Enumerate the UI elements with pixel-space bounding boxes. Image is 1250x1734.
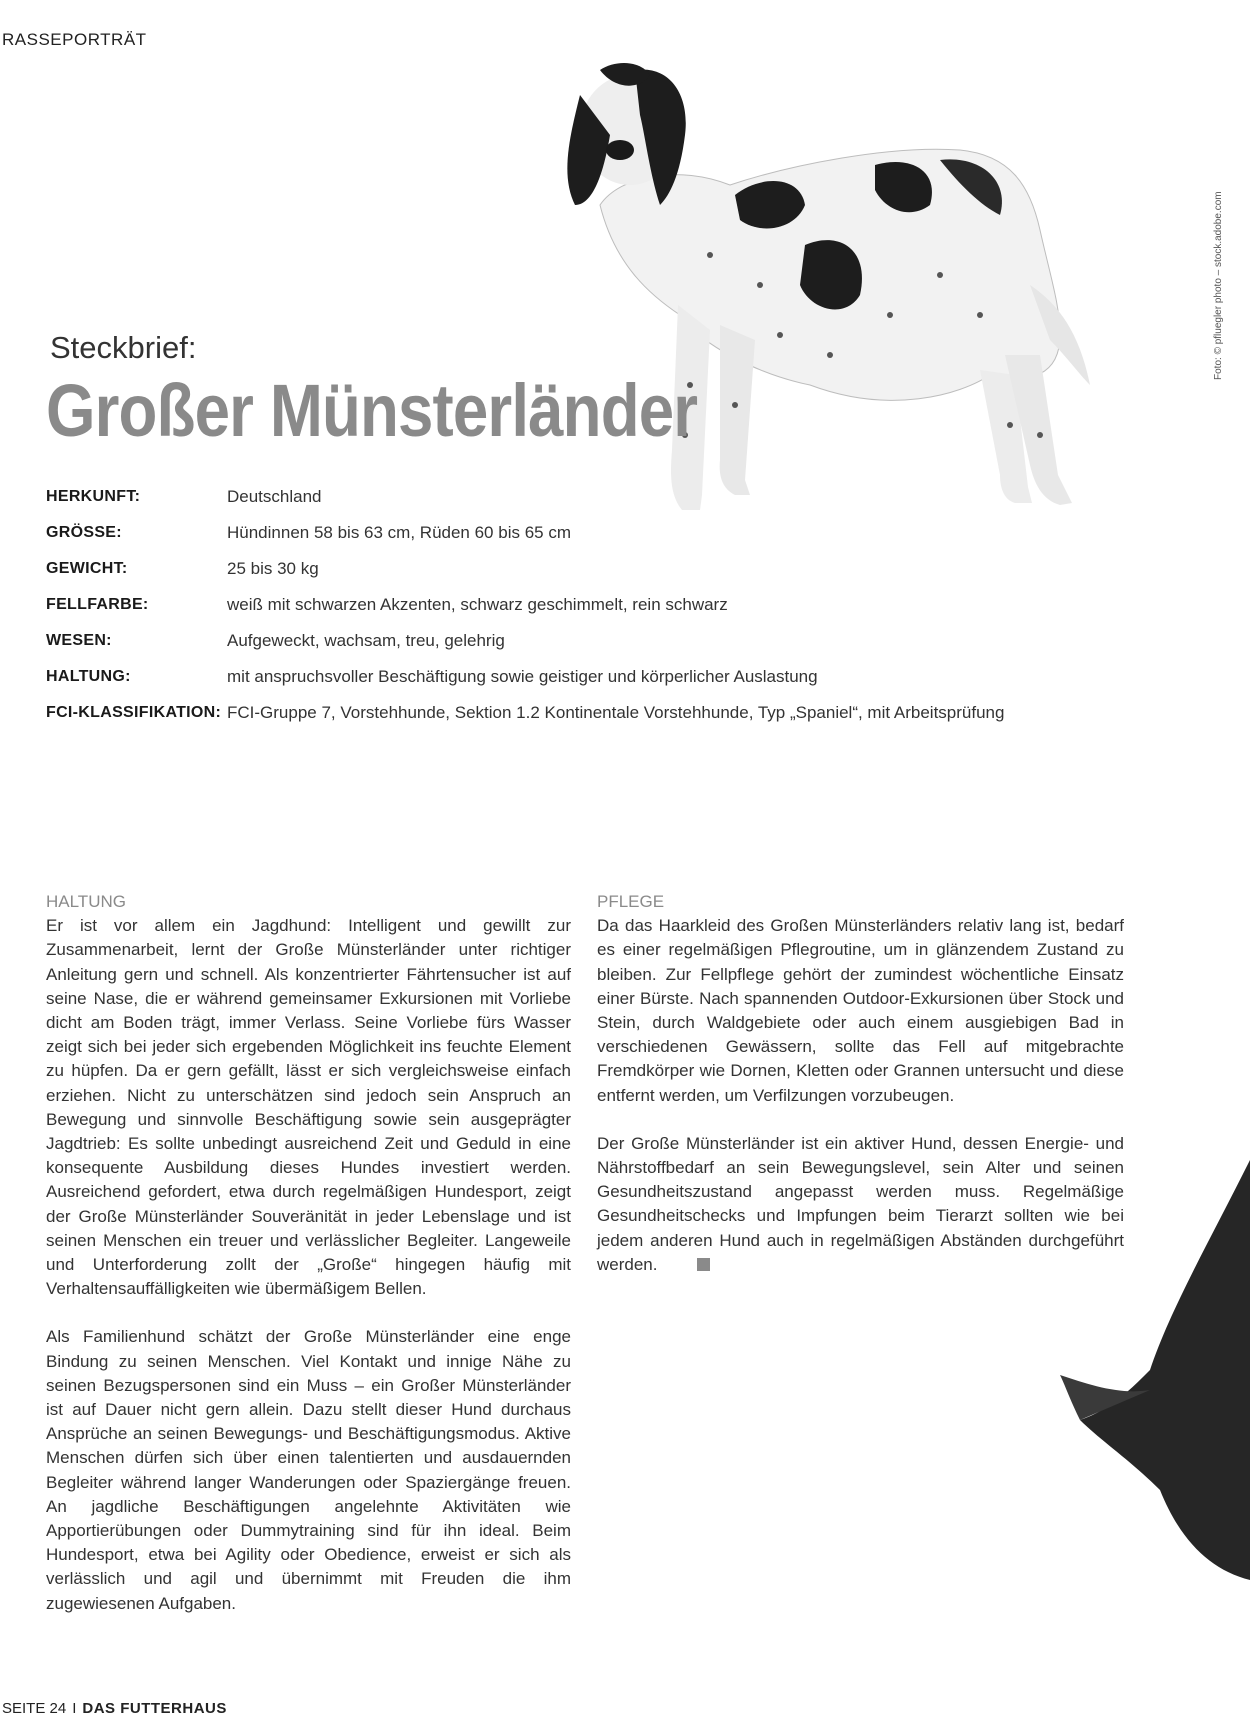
steckbrief-subtitle: Steckbrief: bbox=[50, 330, 197, 365]
fact-label: WESEN: bbox=[46, 632, 112, 649]
haltung-heading: HALTUNG bbox=[46, 892, 126, 911]
pflege-paragraph-1: Da das Haarkleid des Großen Münsterländers relativ lang ist, bedarf es einer regelmäßigen Pflegroutine, um in glänzendem Zustand zu bleiben. Zur Fellpflege gehört der zumindest wöchentliche Einsatz einer Bürste. Nach spannenden Outdoor-Exkursionen über Stock und Stein, durch Waldgebiete oder auch einem ausgiebigen Bad in verschiedenen Gewässern, sollte das Fell auf mitgebrachte Fremdkörper wie Dornen, Kletten oder Grannen untersucht und diese entfernt werden, um Verfilzungen vorzubeugen. bbox=[597, 916, 1124, 1105]
fact-row-fellfarbe bbox=[46, 595, 1004, 631]
photo-credit: Foto: © pfluegler photo – stock.adobe.com bbox=[1213, 191, 1224, 380]
fact-value: Aufgeweckt, wachsam, treu, gelehrig bbox=[227, 631, 505, 650]
fact-label: FCI-KLASSIFIKATION: bbox=[46, 704, 222, 721]
footer bbox=[2, 1700, 227, 1717]
fact-value: Deutschland bbox=[227, 487, 322, 506]
fact-value: weiß mit schwarzen Akzenten, schwarz geschimmelt, rein schwarz bbox=[227, 595, 728, 614]
fact-row-wesen bbox=[46, 631, 1004, 667]
fact-value: mit anspruchsvoller Beschäftigung sowie geistiger und körperlicher Auslastung bbox=[227, 667, 818, 686]
fact-value: 25 bis 30 kg bbox=[227, 559, 319, 578]
fact-row-haltung bbox=[46, 667, 1004, 703]
section-label: RASSEPORTRÄT bbox=[2, 30, 147, 49]
fact-row-groesse bbox=[46, 523, 1004, 559]
pflege-column bbox=[597, 890, 1124, 1301]
fact-value: Hündinnen 58 bis 63 cm, Rüden 60 bis 65 cm bbox=[227, 523, 571, 542]
fact-table bbox=[46, 487, 1004, 739]
end-mark-icon bbox=[697, 1258, 710, 1271]
fact-label: HERKUNFT: bbox=[46, 488, 141, 505]
pflege-paragraph-2-wrap bbox=[597, 1132, 1124, 1277]
pflege-paragraph-2: Der Große Münsterländer ist ein aktiver Hund, dessen Energie- und Nährstoffbedarf an sein Bewegungslevel, sein Alter und seinen Gesundheitszustand angepasst werden muss. Regelmäßige Gesundheitschecks und Impfungen beim Tierarzt sollten wie bei jedem anderen Hund auch in regelmäßigen Abständen durchgeführt werden. bbox=[597, 1133, 1124, 1274]
fact-value: FCI-Gruppe 7, Vorstehhunde, Sektion 1.2 Kontinentale Vorstehhunde, Typ „Spaniel“, mit Arbeitsprüfung bbox=[227, 703, 1005, 722]
fact-label: HALTUNG: bbox=[46, 668, 131, 685]
haltung-column bbox=[46, 890, 571, 1640]
fact-row-herkunft bbox=[46, 487, 1004, 523]
footer-separator: I bbox=[72, 1700, 77, 1717]
brand-name: DAS FUTTERHAUS bbox=[82, 1700, 227, 1717]
fact-row-fci bbox=[46, 703, 1004, 739]
fact-label: GEWICHT: bbox=[46, 560, 128, 577]
fact-label: FELLFARBE: bbox=[46, 596, 149, 613]
page-number: SEITE 24 bbox=[2, 1700, 67, 1717]
page-title: Großer Münsterländer bbox=[46, 369, 698, 452]
haltung-paragraph-2: Als Familienhund schätzt der Große Münsterländer eine enge Bindung zu seinen Menschen. Viel Kontakt und innige Nähe zu seinen Bezugspersonen sind ein Muss – ein Großer Münsterländer ist auf Dauer nicht gern allein. Dazu stellt dieser Hund durchaus Ansprüche an seinen Bewegungs- und Beschäftigungsmodus. Aktive Menschen dürfen sich über einen talentierten und ausdauernden Begleiter während langer Wanderungen oder Spaziergänge freuen. An jagdliche Beschäftigungen angelehnte Aktivitäten wie Apportierübungen oder Dummytraining sind für ihn ideal. Beim Hundesport, etwa bei Agility oder Obedience, erweist er sich als verlässlich und agil und übernimmt mit Freuden die ihm zugewiesenen Aufgaben. bbox=[46, 1327, 571, 1613]
haltung-paragraph-1: Er ist vor allem ein Jagdhund: Intelligent und gewillt zur Zusammenarbeit, lernt der Große Münsterländer unter richtiger Anleitung gern und schnell. Als konzentrierter Fährtensucher ist auf seine Nase, die er während gemeinsamer Exkursionen mit Vorliebe dicht am Boden trägt, immer Verlass. Seine Vorliebe fürs Wasser zeigt sich bei jeder sich ergebenden Möglichkeit ins feuchte Element zu hüpfen. Da er gern gefällt, lässt er sich vergleichsweise einfach erziehen. Nicht zu unterschätzen sind jedoch sein Anspruch an Bewegung und sinnvolle Beschäftigung sowie sein ausgeprägter Jagdtrieb: Es sollte unbedingt ausreichend Zeit und Geduld in eine konsequente Ausbildung dieses Hundes investiert werden. Ausreichend gefordert, etwa durch regelmäßigen Hundesport, zeigt der Große Münsterländer Souveränität in jeder Lebenslage und ist seinen Menschen ein treuer und verlässlicher Begleiter. Langeweile und Unterforderung zollt der „Große“ hingegen häufig mit Verhaltensauffälligkeiten wie übermäßigem Bellen. bbox=[46, 916, 571, 1299]
pflege-heading: PFLEGE bbox=[597, 892, 665, 911]
fact-label: GRÖSSE: bbox=[46, 524, 122, 541]
fact-row-gewicht bbox=[46, 559, 1004, 595]
